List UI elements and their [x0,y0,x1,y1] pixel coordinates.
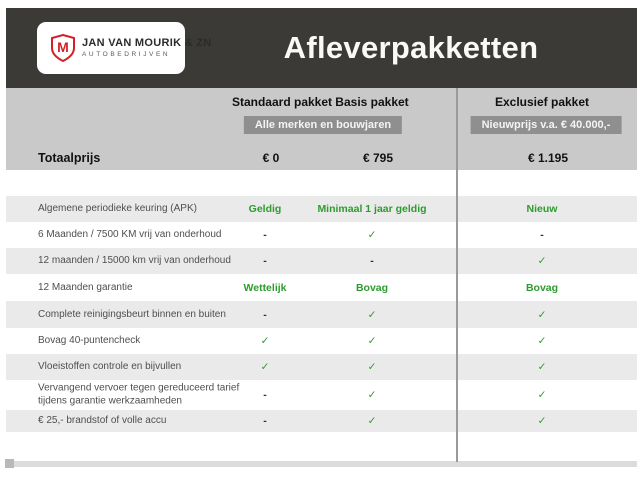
page-title: Afleverpakketten [283,30,539,65]
column-divider [456,88,458,462]
table-row [6,354,637,380]
feature-value: Bovag [525,281,559,294]
feature-table [6,196,637,432]
column-header-exclusief: Exclusief pakket [494,95,590,109]
brand-shield-icon [51,34,75,62]
feature-value: - [263,255,267,267]
table-row [6,380,637,410]
package-header-band [6,88,637,170]
feature-label: Bovag 40-puntencheck [38,334,141,346]
feature-label: Algemene periodieke keuring (APK) [38,202,197,214]
shared-scope-badge: Alle merken en bouwjaren [244,116,402,134]
feature-value: Wettelijk [243,281,287,294]
total-price-row [6,148,637,168]
table-row [6,248,637,274]
total-price-basis: € 795 [362,151,394,165]
feature-value: - [370,255,374,267]
feature-label: Vervangend vervoer tegen gereduceerd tarief tijdens garantie werkzaamheden [38,382,240,406]
feature-label: 12 Maanden garantie [38,281,133,293]
feature-value: ✓ [537,308,547,321]
feature-value: ✓ [367,229,377,241]
brand-subtitle: AUTOBEDRIJVEN [82,51,171,59]
brand-logo-letter: M [57,39,69,55]
feature-value: Bovag [355,281,389,294]
feature-label: Vloeistoffen controle en bijvullen [38,360,182,372]
feature-value: - [540,229,544,241]
partial-row-strip [6,461,637,467]
total-price-exclusief: € 1.195 [527,151,569,165]
feature-value: ✓ [537,335,547,347]
table-row [6,274,637,301]
column-header-standaard: Standaard pakket [231,95,333,109]
column-header-basis: Basis pakket [335,95,409,109]
feature-value: - [263,229,267,241]
feature-value: ✓ [260,335,270,347]
strip-end-cap [5,459,14,468]
feature-value: ✓ [260,361,270,373]
feature-label: 12 maanden / 15000 km vrij van onderhoud [38,254,231,266]
feature-value: Nieuw [526,203,558,215]
table-row [6,222,637,248]
feature-value: ✓ [367,308,377,321]
feature-value: - [263,389,267,401]
feature-value: - [263,415,267,427]
feature-value: ✓ [537,389,547,401]
table-row [6,410,637,432]
feature-value: ✓ [537,255,547,267]
brand-text [82,37,212,58]
brand-name: JAN VAN MOURIK & ZN [82,37,212,50]
feature-label: € 25,- brandstof of volle accu [38,414,167,426]
feature-label: Complete reinigingsbeurt binnen en buiten [38,308,226,320]
feature-value: ✓ [537,415,547,427]
feature-value: - [263,308,267,321]
feature-label: 6 Maanden / 7500 KM vrij van onderhoud [38,228,222,240]
feature-value: ✓ [367,415,377,427]
table-row [6,196,637,222]
table-row [6,301,637,328]
feature-value: Minimaal 1 jaar geldig [317,203,427,215]
total-price-label: Totaalprijs [38,151,101,165]
feature-value: ✓ [367,389,377,401]
brand-logo[interactable] [37,22,212,74]
feature-value: Geldig [248,203,282,215]
exclusief-price-badge: Nieuwprijs v.a. € 40.000,- [471,116,622,134]
feature-value: ✓ [367,335,377,347]
title-zone [185,30,637,66]
top-header-bar [6,8,637,88]
feature-value: ✓ [367,361,377,373]
total-price-standaard: € 0 [262,151,280,165]
table-row [6,328,637,354]
feature-value: ✓ [537,361,547,373]
